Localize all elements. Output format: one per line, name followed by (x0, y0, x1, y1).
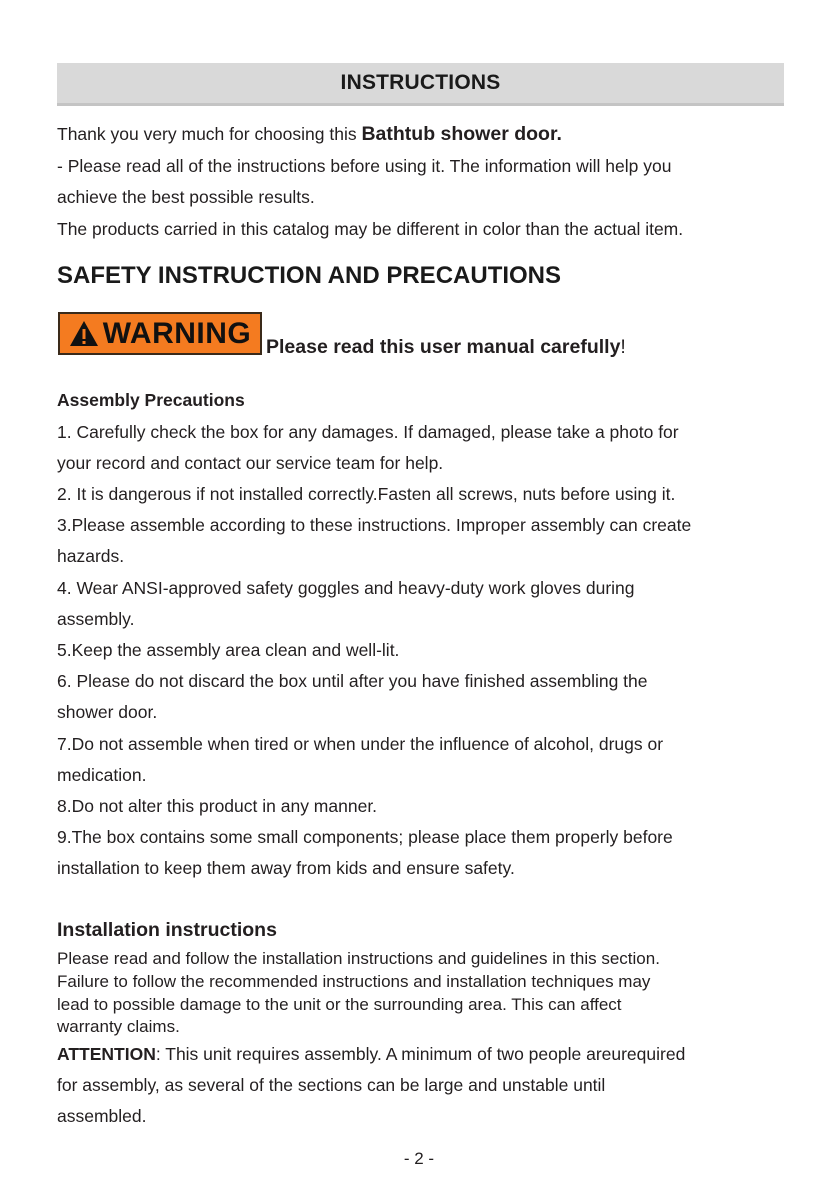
assembly-line: your record and contact our service team for help. (57, 453, 444, 473)
warning-triangle-icon (69, 320, 99, 347)
assembly-line: 8.Do not alter this product in any manner. (57, 796, 378, 816)
warning-label: WARNING (102, 316, 252, 350)
installation-line: lead to possible damage to the unit or the surrounding area. This can affect (57, 995, 622, 1014)
installation-line: warranty claims. (57, 1017, 180, 1036)
assembly-line: medication. (57, 765, 147, 785)
attention-text: : This unit requires assembly. A minimum of two people areurequired (155, 1044, 686, 1064)
warning-message-text: Please read this user manual carefully (266, 336, 621, 358)
assembly-line: 7.Do not assemble when tired or when under the influence of alcohol, drugs or (57, 734, 664, 754)
assembly-line: hazards. (57, 546, 125, 566)
page-number: - 2 - (403, 1149, 435, 1168)
intro-line-1 (57, 124, 562, 144)
warning-exclamation: ! (620, 336, 626, 358)
installation-title: Installation instructions (57, 919, 277, 941)
installation-line: Please read and follow the installation instructions and guidelines in this section. (57, 949, 660, 968)
installation-line: Failure to follow the recommended instructions and installation techniques may (57, 972, 651, 991)
intro-line-4: The products carried in this catalog may be different in color than the actual item. (57, 219, 684, 239)
assembly-line: 5.Keep the assembly area clean and well-lit. (57, 640, 400, 660)
assembly-line: installation to keep them away from kids and ensure safety. (57, 858, 515, 878)
assembly-line: shower door. (57, 702, 158, 722)
attention-line-1 (57, 1044, 685, 1064)
product-name: Bathtub shower door. (361, 123, 562, 145)
assembly-line: 6. Please do not discard the box until after you have finished assembling the (57, 671, 648, 691)
intro-prefix: Thank you very much for choosing this (57, 124, 362, 144)
assembly-line: 1. Carefully check the box for any damages. If damaged, please take a photo for (57, 422, 679, 442)
assembly-line: assembly. (57, 609, 135, 629)
warning-badge (58, 312, 262, 355)
header-bar (57, 63, 784, 106)
attention-label: ATTENTION (57, 1044, 156, 1064)
intro-line-3: achieve the best possible results. (57, 187, 315, 207)
safety-title: SAFETY INSTRUCTION AND PRECAUTIONS (57, 262, 562, 289)
attention-line-3: assembled. (57, 1106, 147, 1126)
intro-line-2: - Please read all of the instructions before using it. The information will help you (57, 156, 672, 176)
assembly-line: 9.The box contains some small components; please place them properly before (57, 827, 673, 847)
attention-line-2: for assembly, as several of the sections can be large and unstable until (57, 1075, 606, 1095)
assembly-line: 4. Wear ANSI-approved safety goggles and heavy-duty work gloves during (57, 578, 635, 598)
page-title: INSTRUCTIONS (340, 71, 501, 94)
assembly-precautions-title: Assembly Precautions (57, 390, 245, 410)
assembly-line: 3.Please assemble according to these instructions. Improper assembly can create (57, 515, 692, 535)
warning-message (266, 336, 626, 359)
assembly-line: 2. It is dangerous if not installed correctly.Fasten all screws, nuts before using it. (57, 484, 676, 504)
